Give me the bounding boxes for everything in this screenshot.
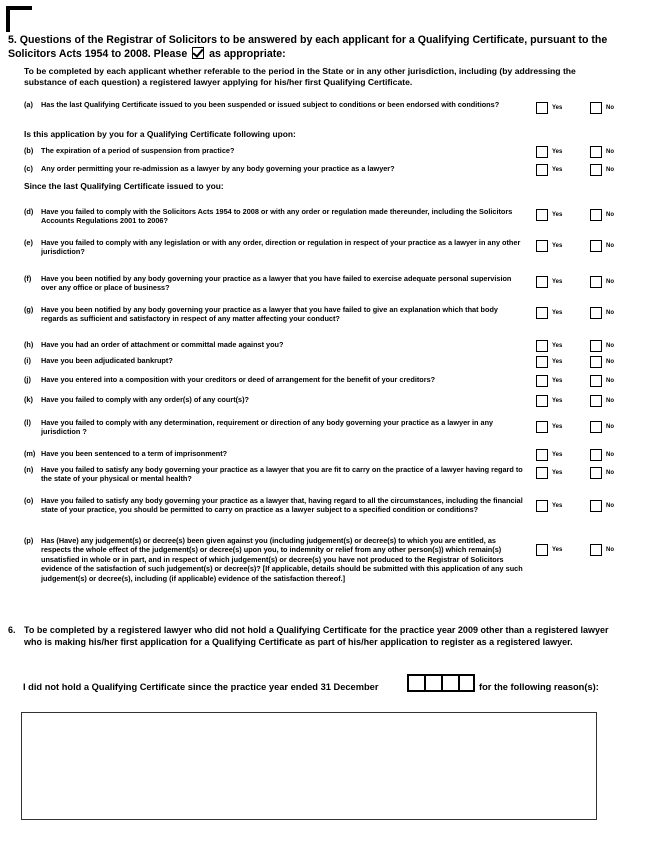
question-i bbox=[24, 356, 524, 365]
yes-checkbox[interactable] bbox=[536, 500, 548, 512]
corner-mark bbox=[6, 6, 32, 32]
question-text: Have you failed to satisfy any body governing your practice as a lawyer that you are fit to carry on the practice of a lawyer having regard to the state of your physical or mental health? bbox=[41, 465, 523, 484]
no-label: No bbox=[606, 243, 614, 249]
question-text: Have you failed to comply with the Solicitors Acts 1954 to 2008 or with any order or regulation made thereunder, including the Solicitors Accounts Regulations 2001 to 2006? bbox=[41, 207, 513, 226]
yes-checkbox[interactable] bbox=[536, 395, 548, 407]
no-checkbox[interactable] bbox=[590, 467, 602, 479]
question-text: Has (Have) any judgement(s) or decree(s) been given against you (including judgement(s) or decree(s) to which you are entitled, as respects the whole effect of the judgement(s) or decree(s) upon you, to indemnity or relief from any other person(s)) which remain(s) unsatisfied in whole or in part, and in respect of which judgement(s) or decree(s) you have not produced to the Registrar of Solicitors evidence of the satisfaction of such judgement(s) or decree(s)? [If applicable, details should be submitted with this application of any such judgement(s) or decree(s), including (if applicable) evidence of the satisfaction thereof.] bbox=[41, 536, 523, 583]
no-checkbox[interactable] bbox=[590, 340, 602, 352]
question-d bbox=[24, 207, 524, 226]
no-label: No bbox=[606, 149, 614, 155]
question-letter: (a) bbox=[24, 100, 33, 109]
question-k bbox=[24, 395, 524, 404]
yes-checkbox[interactable] bbox=[536, 544, 548, 556]
yes-checkbox[interactable] bbox=[536, 240, 548, 252]
question-letter: (p) bbox=[24, 536, 34, 545]
yes-label: Yes bbox=[552, 547, 563, 553]
yes-checkbox[interactable] bbox=[536, 356, 548, 368]
no-checkbox[interactable] bbox=[590, 356, 602, 368]
question-h bbox=[24, 340, 524, 349]
checkmark-icon bbox=[192, 47, 204, 59]
question-text: Have you failed to satisfy any body governing your practice as a lawyer that, having regard to all the circumstances, including the financial state of your practice, you should be permitted to carry on practice as a lawyer subject to a specified condition or conditions? bbox=[41, 496, 523, 515]
yes-label: Yes bbox=[552, 359, 563, 365]
section-5-intro: To be completed by each applicant whether referable to the period in the State or in any other jurisdiction, including (by addressing the substance of each question) a registered lawyer applying for his/her first Qualifying Certificate. bbox=[24, 66, 576, 87]
question-letter: (k) bbox=[24, 395, 33, 404]
yes-label: Yes bbox=[552, 470, 563, 476]
section-6 bbox=[8, 625, 623, 648]
section-6-number: 6. bbox=[8, 625, 16, 635]
question-text: Have you entered into a composition with your creditors or deed of arrangement for the benefit of your creditors? bbox=[41, 375, 436, 384]
question-e bbox=[24, 238, 524, 257]
question-letter: (f) bbox=[24, 274, 32, 283]
question-text: Have you been sentenced to a term of imprisonment? bbox=[41, 449, 228, 458]
question-letter: (n) bbox=[24, 465, 34, 474]
yes-label: Yes bbox=[552, 310, 563, 316]
question-n bbox=[24, 465, 524, 484]
question-letter: (c) bbox=[24, 164, 33, 173]
question-letter: (i) bbox=[24, 356, 31, 365]
subheading-since-last: Since the last Qualifying Certificate issued to you: bbox=[24, 181, 224, 191]
no-label: No bbox=[606, 424, 614, 430]
no-checkbox[interactable] bbox=[590, 146, 602, 158]
question-text: Have you failed to comply with any legislation or with any order, direction or regulation in respect of your practice as a lawyer in any other jurisdiction? bbox=[41, 238, 521, 257]
no-label: No bbox=[606, 470, 614, 476]
yes-checkbox[interactable] bbox=[536, 340, 548, 352]
question-letter: (e) bbox=[24, 238, 33, 247]
no-checkbox[interactable] bbox=[590, 164, 602, 176]
no-checkbox[interactable] bbox=[590, 500, 602, 512]
no-checkbox[interactable] bbox=[590, 307, 602, 319]
no-checkbox[interactable] bbox=[590, 395, 602, 407]
yes-label: Yes bbox=[552, 279, 563, 285]
question-letter: (b) bbox=[24, 146, 34, 155]
question-text: Has the last Qualifying Certificate issued to you been suspended or issued subject to conditions or been endorsed with conditions? bbox=[41, 100, 500, 109]
question-text: Have you failed to comply with any determination, requirement or direction of any body governing your practice as a lawyer in any jurisdiction ? bbox=[41, 418, 494, 437]
question-text: Any order permitting your re-admission as a lawyer by any body governing your practice as a lawyer? bbox=[41, 164, 395, 173]
no-label: No bbox=[606, 167, 614, 173]
question-text: Have you failed to comply with any order(s) of any court(s)? bbox=[41, 395, 249, 404]
yes-checkbox[interactable] bbox=[536, 146, 548, 158]
no-label: No bbox=[606, 547, 614, 553]
no-label: No bbox=[606, 310, 614, 316]
yes-label: Yes bbox=[552, 503, 563, 509]
yes-label: Yes bbox=[552, 398, 563, 404]
declaration-suffix: for the following reason(s): bbox=[479, 682, 599, 692]
question-letter: (g) bbox=[24, 305, 34, 314]
question-p bbox=[24, 536, 524, 583]
no-label: No bbox=[606, 378, 614, 384]
question-o bbox=[24, 496, 524, 515]
question-letter: (m) bbox=[24, 449, 36, 458]
section-5-heading-suffix: as appropriate: bbox=[209, 48, 286, 60]
no-checkbox[interactable] bbox=[590, 240, 602, 252]
question-letter: (h) bbox=[24, 340, 34, 349]
question-letter: (o) bbox=[24, 496, 34, 505]
year-input[interactable] bbox=[407, 674, 475, 692]
question-b bbox=[24, 146, 524, 155]
yes-label: Yes bbox=[552, 424, 563, 430]
question-f bbox=[24, 274, 524, 293]
yes-label: Yes bbox=[552, 149, 563, 155]
question-l bbox=[24, 418, 524, 437]
yes-label: Yes bbox=[552, 212, 563, 218]
yes-checkbox[interactable] bbox=[536, 467, 548, 479]
yes-checkbox[interactable] bbox=[536, 307, 548, 319]
yes-checkbox[interactable] bbox=[536, 449, 548, 461]
no-label: No bbox=[606, 398, 614, 404]
question-g bbox=[24, 305, 524, 324]
no-label: No bbox=[606, 452, 614, 458]
question-text: Have you been adjudicated bankrupt? bbox=[41, 356, 173, 365]
question-letter: (l) bbox=[24, 418, 31, 427]
section-5-heading bbox=[8, 34, 648, 61]
no-checkbox[interactable] bbox=[590, 209, 602, 221]
reason-textarea[interactable] bbox=[21, 712, 597, 820]
question-text: Have you been notified by any body governing your practice as a lawyer that you have failed to exercise adequate personal supervision over any office or place of business? bbox=[41, 274, 512, 293]
no-label: No bbox=[606, 359, 614, 365]
question-text: The expiration of a period of suspension from practice? bbox=[41, 146, 235, 155]
question-text: Have you been notified by any body governing your practice as a lawyer that you have failed to give an explanation which that body regards as sufficient and satisfactory in respect of any matter affecting your conduct? bbox=[41, 305, 498, 324]
yes-label: Yes bbox=[552, 378, 563, 384]
section-5-heading-text: 5. Questions of the Registrar of Solicitors to be answered by each applicant for a Qualifying Certificate, pursuant to the Solicitors Acts 1954 to 2008. Please bbox=[8, 34, 608, 60]
question-c bbox=[24, 164, 524, 173]
no-label: No bbox=[606, 343, 614, 349]
yes-label: Yes bbox=[552, 343, 563, 349]
yes-checkbox[interactable] bbox=[536, 276, 548, 288]
declaration-prefix: I did not hold a Qualifying Certificate since the practice year ended 31 December bbox=[23, 682, 379, 692]
yes-checkbox[interactable] bbox=[536, 421, 548, 433]
yes-checkbox[interactable] bbox=[536, 164, 548, 176]
no-label: No bbox=[606, 503, 614, 509]
question-j bbox=[24, 375, 524, 384]
yes-label: Yes bbox=[552, 243, 563, 249]
no-checkbox[interactable] bbox=[590, 449, 602, 461]
yes-checkbox[interactable] bbox=[536, 102, 548, 114]
yes-checkbox[interactable] bbox=[536, 209, 548, 221]
no-checkbox[interactable] bbox=[590, 102, 602, 114]
no-label: No bbox=[606, 212, 614, 218]
no-checkbox[interactable] bbox=[590, 544, 602, 556]
section-6-text: To be completed by a registered lawyer who did not hold a Qualifying Certificate for the practice year 2009 other than a registered lawyer who is making his/her first application for a Qualifying Certificate as part of his/her application to register as a registered lawyer. bbox=[24, 625, 609, 647]
subheading-application: Is this application by you for a Qualifying Certificate following upon: bbox=[24, 129, 296, 139]
yes-label: Yes bbox=[552, 452, 563, 458]
no-label: No bbox=[606, 105, 614, 111]
question-m bbox=[24, 449, 524, 458]
question-a bbox=[24, 100, 524, 109]
no-checkbox[interactable] bbox=[590, 276, 602, 288]
question-letter: (d) bbox=[24, 207, 34, 216]
no-label: No bbox=[606, 279, 614, 285]
no-checkbox[interactable] bbox=[590, 375, 602, 387]
question-text: Have you had an order of attachment or committal made against you? bbox=[41, 340, 284, 349]
yes-label: Yes bbox=[552, 167, 563, 173]
yes-checkbox[interactable] bbox=[536, 375, 548, 387]
question-letter: (j) bbox=[24, 375, 31, 384]
no-checkbox[interactable] bbox=[590, 421, 602, 433]
yes-label: Yes bbox=[552, 105, 563, 111]
